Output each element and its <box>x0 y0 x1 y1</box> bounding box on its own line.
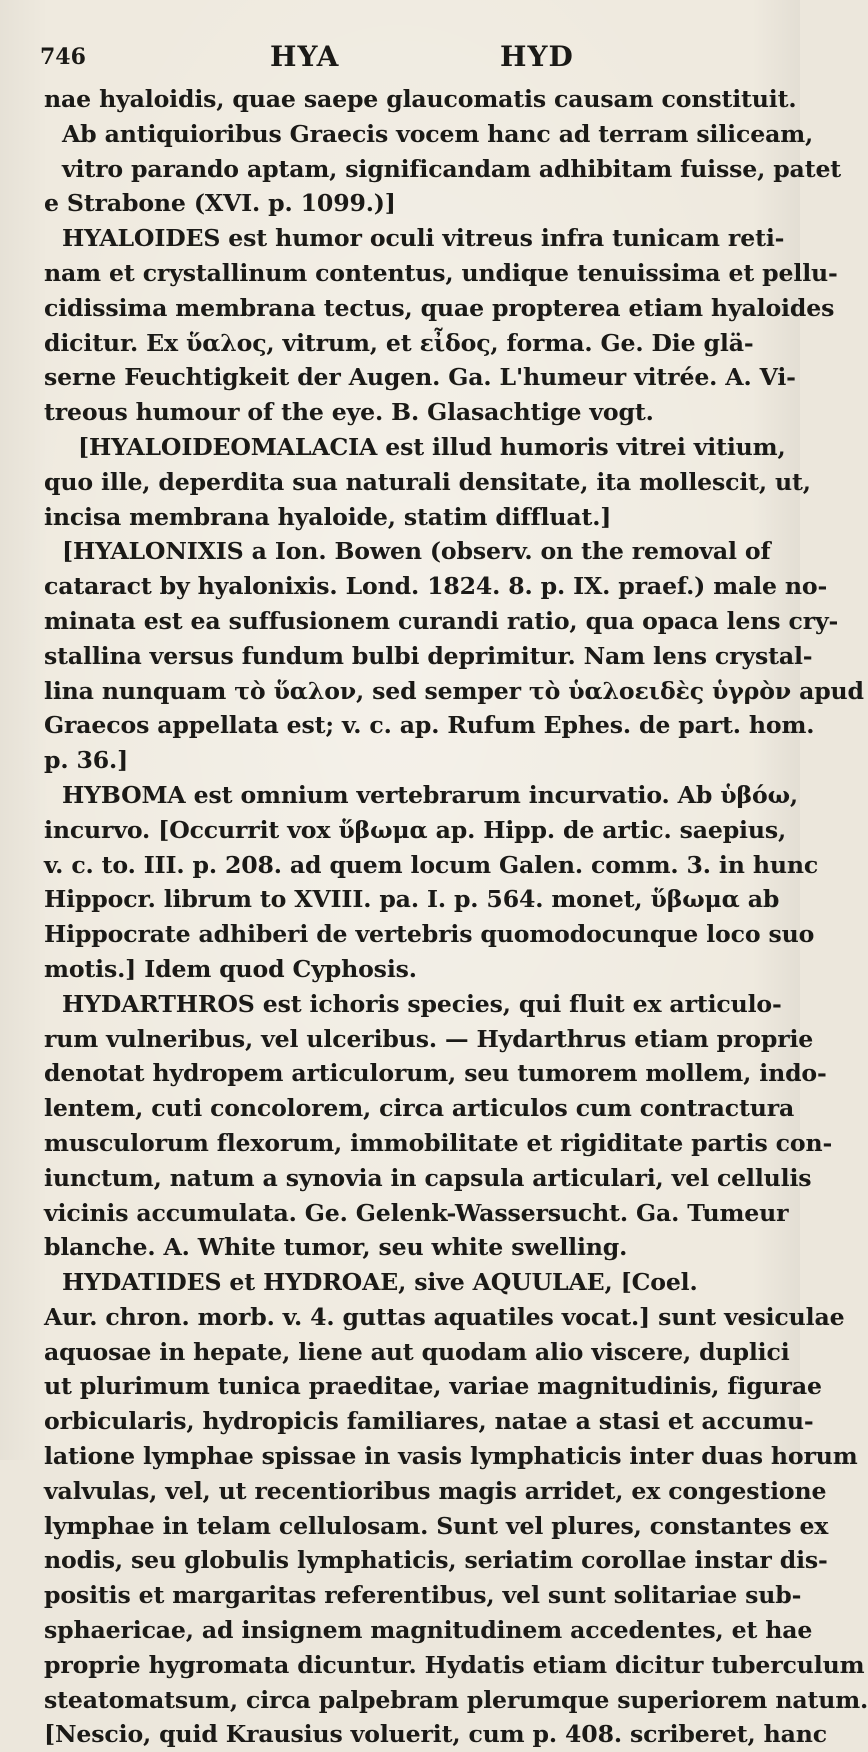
text-line: latione lymphae spissae in vasis lymphaticis inter duas horum <box>44 1442 858 1471</box>
text-line: e Strabone (XVI. p. 1099.)] <box>44 189 396 218</box>
text-line: vicinis accumulata. Ge. Gelenk-Wassersucht. Ga. Tumeur <box>44 1198 789 1227</box>
text-line: cidissima membrana tectus, quae propterea etiam hyaloides <box>44 293 835 322</box>
entry-headword-line: HYBOMA est omnium vertebrarum incurvatio. Ab ὑβόω, <box>62 780 798 809</box>
text-line: stallina versus fundum bulbi deprimitur. Nam lens crystal- <box>44 641 813 670</box>
text-line: Hippocrate adhiberi de vertebris quomodocunque loco suo <box>44 920 815 949</box>
text-line: lina nunquam τὸ ὕαλον, sed semper τὸ ὑαλοειδὲς ὑγρὸν apud <box>44 676 864 705</box>
text-line: steatomatsum, circa palpebram plerumque superiorem natum. <box>44 1685 868 1714</box>
text-line: sphaericae, ad insignem magnitudinem accedentes, et hae <box>44 1616 813 1645</box>
text-line: motis.] Idem quod Cyphosis. <box>44 954 417 983</box>
text-line: blanche. A. White tumor, seu white swelling. <box>44 1233 628 1262</box>
text-line: quo ille, deperdita sua naturali densitate, ita mollescit, ut, <box>44 467 811 496</box>
text-line: Ab antiquioribus Graecis vocem hanc ad terram siliceam, <box>62 119 814 148</box>
page-number: 746 <box>40 44 86 70</box>
text-line: treous humour of the eye. B. Glasachtige vogt. <box>44 398 654 427</box>
text-line: Hippocr. librum to XVIII. pa. I. p. 564. monet, ὕβωμα ab <box>44 885 780 914</box>
text-line: valvulas, vel, ut recentioribus magis arridet, ex congestione <box>44 1476 827 1505</box>
text-line: dicitur. Ex ὕαλος, vitrum, et εἶδος, forma. Ge. Die glä- <box>44 328 754 357</box>
text-line: lymphae in telam cellulosam. Sunt vel plures, constantes ex <box>44 1511 829 1540</box>
text-line: iunctum, natum a synovia in capsula articulari, vel cellulis <box>44 1163 812 1192</box>
text-line: vitro parando aptam, significandam adhibitam fuisse, patet <box>62 154 842 183</box>
text-line: lentem, cuti concolorem, circa articulos cum contractura <box>44 1094 795 1123</box>
text-line: nae hyaloidis, quae saepe glaucomatis causam constituit. <box>44 85 797 113</box>
text-line: Graecos appellata est; v. c. ap. Rufum Ephes. de part. hom. <box>44 711 815 740</box>
entry-headword-line: HYDATIDES et HYDROAE, sive AQUULAE, [Coel. <box>62 1268 698 1297</box>
running-head-right: HYD <box>500 40 574 73</box>
text-line: musculorum flexorum, immobilitate et rigiditate partis con- <box>44 1128 833 1157</box>
running-head-left: HYA <box>270 40 340 73</box>
text-line: aquosae in hepate, liene aut quodam alio viscere, duplici <box>44 1337 790 1366</box>
text-line: nodis, seu globulis lymphaticis, seriatim corollae instar dis- <box>44 1546 828 1575</box>
text-line: ut plurimum tunica praeditae, variae magnitudinis, figurae <box>44 1372 822 1401</box>
entry-headword-line: [HYALOIDEOMALACIA est illud humoris vitrei vitium, <box>78 432 786 461</box>
text-line: incurvo. [Occurrit vox ὕβωμα ap. Hipp. de artic. saepius, <box>44 815 787 844</box>
page-header <box>40 40 720 80</box>
entry-headword-line: HYDARTHROS est ichoris species, qui fluit ex articulo- <box>62 989 782 1018</box>
text-line: nam et crystallinum contentus, undique tenuissima et pellu- <box>44 258 838 287</box>
text-line: positis et margaritas referentibus, vel sunt solitariae sub- <box>44 1581 802 1610</box>
text-line: p. 36.] <box>44 746 129 775</box>
text-line: rum vulneribus, vel ulceribus. — Hydarthrus etiam proprie <box>44 1024 814 1053</box>
text-line: Aur. chron. morb. v. 4. guttas aquatiles vocat.] sunt vesiculae <box>44 1302 845 1331</box>
text-line: [Nescio, quid Krausius voluerit, cum p. 408. scriberet, hanc <box>44 1720 827 1749</box>
text-line: cataract by hyalonixis. Lond. 1824. 8. p. IX. praef.) male no- <box>44 572 828 601</box>
text-line: minata est ea suffusionem curandi ratio, qua opaca lens cry- <box>44 606 839 635</box>
dictionary-text <box>44 82 868 1749</box>
text-line: serne Feuchtigkeit der Augen. Ga. L'humeur vitrée. A. Vi- <box>44 363 796 392</box>
text-line: v. c. to. III. p. 208. ad quem locum Galen. comm. 3. in hunc <box>44 850 819 879</box>
text-line: incisa membrana hyaloide, statim diffluat.] <box>44 502 612 531</box>
text-line: denotat hydropem articulorum, seu tumorem mollem, indo- <box>44 1059 827 1088</box>
text-line: orbicularis, hydropicis familiares, natae a stasi et accumu- <box>44 1407 814 1436</box>
entry-headword-line: HYALOIDES est humor oculi vitreus infra tunicam reti- <box>62 224 785 253</box>
text-line: proprie hygromata dicuntur. Hydatis etiam dicitur tuberculum <box>44 1650 865 1679</box>
entry-headword-line: [HYALONIXIS a Ion. Bowen (observ. on the removal of <box>62 537 771 566</box>
